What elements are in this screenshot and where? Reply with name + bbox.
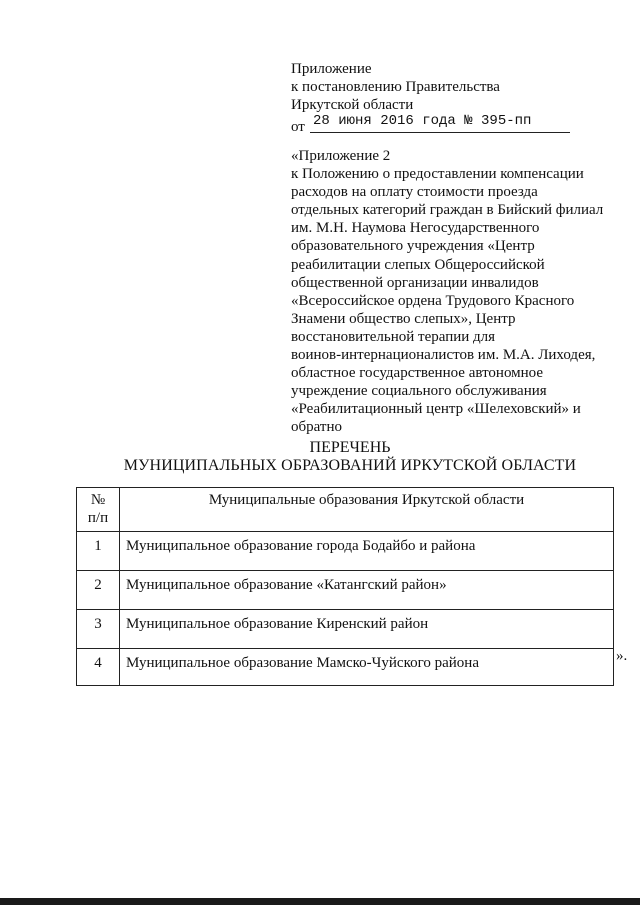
table-row: [77, 610, 614, 649]
row-municipality: Муниципальное образование города Бодайбо и района: [120, 532, 614, 571]
row-number: 2: [77, 571, 120, 610]
header-number-cell: [77, 488, 120, 532]
appendix-line: расходов на оплату стоимости проезда: [291, 184, 538, 201]
row-municipality: Муниципальное образование Мамско-Чуйского района: [120, 649, 614, 686]
table-row: [77, 571, 614, 610]
row-municipality: Муниципальное образование «Катангский район»: [120, 571, 614, 610]
date-underline: [310, 132, 570, 133]
title-line-municipalities: МУНИЦИПАЛЬНЫХ ОБРАЗОВАНИЙ ИРКУТСКОЙ ОБЛАСТИ: [123, 457, 577, 474]
header-name-cell: Муниципальные образования Иркутской области: [120, 488, 614, 532]
title-line-list: ПЕРЕЧЕНЬ: [309, 439, 391, 456]
row-number: 4: [77, 649, 120, 686]
appendix-line: образовательного учреждения «Центр: [291, 238, 535, 255]
header-line-region: Иркутской области: [291, 97, 414, 113]
appendix-line: отдельных категорий граждан в Бийский филиал: [291, 202, 604, 219]
appendix-line: учреждение социального обслуживания: [291, 383, 547, 400]
appendix-line: общественной организации инвалидов: [291, 274, 539, 291]
table-row: [77, 532, 614, 571]
closing-quote-mark: ».: [616, 648, 628, 664]
appendix-reference: [291, 147, 631, 437]
table-row: [77, 649, 614, 686]
header-line-resolution: к постановлению Правительства: [291, 79, 500, 95]
appendix-line: им. М.Н. Наумова Негосударственного: [291, 220, 540, 237]
document-title: [0, 439, 640, 475]
appendix-line: «Всероссийское ордена Трудового Красного: [291, 292, 575, 309]
appendix-line: «Приложение 2: [291, 148, 391, 164]
row-number: 1: [77, 532, 120, 571]
appendix-line: обратно: [291, 419, 342, 436]
header-number-symbol: №: [90, 492, 106, 508]
approval-header: [291, 60, 631, 134]
header-line-appendix: Приложение: [291, 61, 372, 77]
table-header-row: [77, 488, 614, 532]
appendix-line: к Положению о предоставлении компенсации: [291, 166, 584, 183]
resolution-date-line: [291, 114, 631, 134]
resolution-date: 28 июня 2016 года № 395-пп: [313, 113, 532, 129]
appendix-line: реабилитации слепых Общероссийской: [291, 256, 545, 273]
municipalities-table: [76, 487, 614, 686]
row-municipality: Муниципальное образование Киренский район: [120, 610, 614, 649]
date-prefix: от: [291, 119, 305, 135]
appendix-line: восстановительной терапии для: [291, 328, 496, 345]
row-number: 3: [77, 610, 120, 649]
appendix-line: Знамени общество слепых», Центр: [291, 310, 516, 327]
appendix-line: воинов-интернационалистов им. М.А. Лиходея,: [291, 347, 596, 364]
appendix-line: «Реабилитационный центр «Шелеховский» и: [291, 401, 581, 418]
appendix-line: областное государственное автономное: [291, 365, 544, 382]
scan-edge-border: [0, 898, 640, 905]
header-number-label: п/п: [87, 510, 109, 526]
